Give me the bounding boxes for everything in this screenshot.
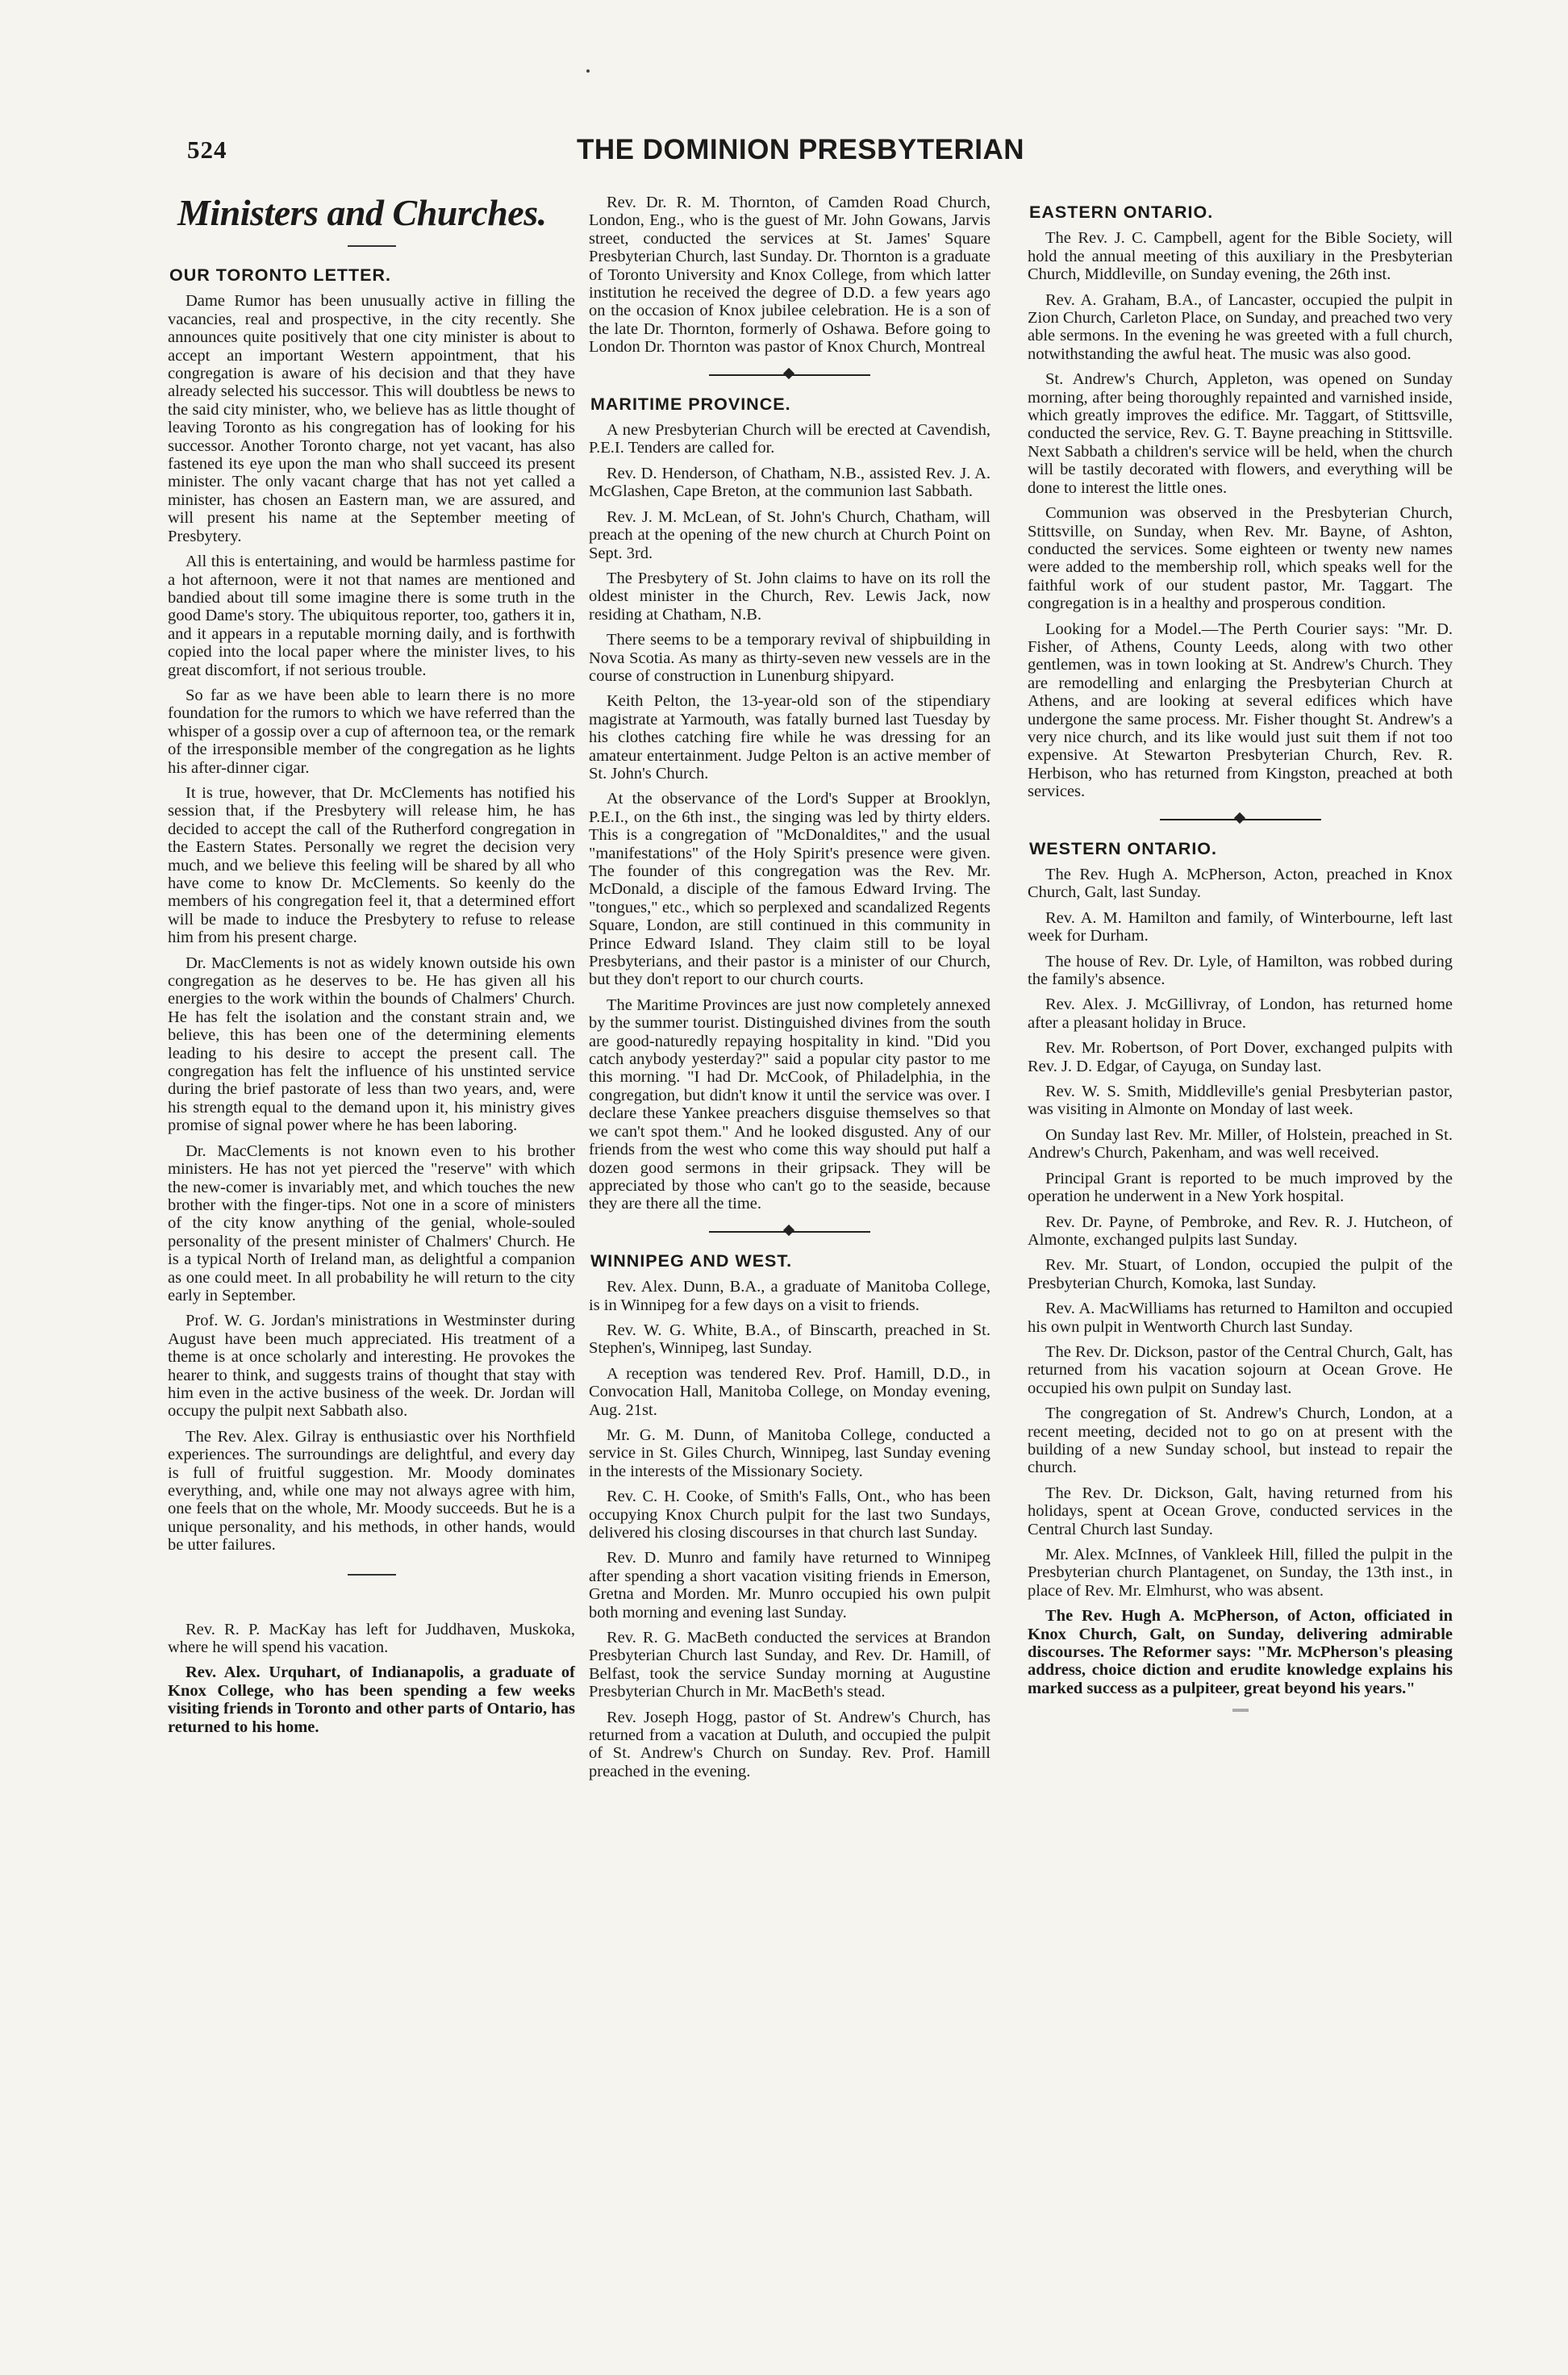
heading-maritime-province: MARITIME PROVINCE. (590, 394, 791, 414)
masthead: THE DOMINION PRESBYTERIAN (577, 134, 1025, 165)
news-item: Rev. Mr. Stuart, of London, occupied the pulpit of the Presbyterian Church, Komoka, last Sunday. (1028, 1256, 1453, 1292)
news-item: A new Presbyterian Church will be erected at Cavendish, P.E.I. Tenders are called for. (589, 421, 990, 457)
heading-winnipeg-and-west: WINNIPEG AND WEST. (590, 1250, 793, 1271)
news-item: Principal Grant is reported to be much improved by the operation he underwent in a New York hospital. (1028, 1169, 1453, 1206)
news-item: Mr. Alex. McInnes, of Vankleek Hill, filled the pulpit in the Presbyterian church Plantagenet, on Sunday, the 13th inst., in place of Rev. Mr. Elmhurst, who was absent. (1028, 1546, 1453, 1600)
news-item: The Rev. Dr. Dickson, pastor of the Central Church, Galt, has returned from his vacation sojourn at Ocean Grove. He occupied his own pulpit on Sunday last. (1028, 1342, 1453, 1397)
news-item: At the observance of the Lord's Supper at Brooklyn, P.E.I., on the 6th inst., the singing was led by thirty elders. This is a congregation of "McDonaldites," and the usual "manifestations" of the Holy Spirit's presence were given. The founder of this congregation was the Rev. Mr. McDonald, a disciple of the famous Edward Irving. The "tongues," etc., which so perplexed and scandalized Regents Square, London, are still continued in this community in Prince Edward Island. They claim still to be loyal Presbyterians, and their pastor is a minister of our Church, but they don't report to our church courts. (589, 790, 990, 989)
news-item: On Sunday last Rev. Mr. Miller, of Holstein, preached in St. Andrew's Church, Pakenham, and was well received. (1028, 1125, 1453, 1162)
article-paragraph: Dr. MacClements is not known even to his brother ministers. He has not yet pierced the "reserve" with which the new-comer is invariably met, and which touches the new brother with the finger-tips. Not one in a score of ministers of the city know anything of the genial, whole-souled personality of the present minister of Chalmers' Church. He is a typical North of Ireland man, as delightful a companion as one could meet. In all probability he will return to the city early in September. (168, 1142, 575, 1304)
article-paragraph: The Rev. Alex. Gilray is enthusiastic over his Northfield experiences. The surroundings are delightful, and every day is full of fruitful suggestion. Mr. Moody dominates everything, and, while one may not always agree with him, one feels that on the whole, Mr. Moody succeeds. But he is a unique personality, and his methods, in other hands, would be utter failures. (168, 1427, 575, 1555)
column-2 (589, 194, 990, 1788)
news-item: Rev. J. M. McLean, of St. John's Church, Chatham, will preach at the opening of the new church at Church Point on Sept. 3rd. (589, 507, 990, 562)
news-item: The Rev. J. C. Campbell, agent for the Bible Society, will hold the annual meeting of this auxiliary in the Presbyterian Church, Middleville, on Sunday evening, the 26th inst. (1028, 229, 1453, 284)
article-paragraph: Dr. MacClements is not as widely known outside his own congregation as he deserves to be. He has given all his energies to the work within the bounds of Chalmers' Church. He has felt the isolation and the constant strain and, we believe, this has been one of the determining elements leading to his desire to accept the present call. The congregation has felt the influence of his unstinted service during the brief pastorate of less than two years, and, were his strength equal to the demand upon it, his ministry gives promise of signal power where he has been laboring. (168, 954, 575, 1135)
section-title: Ministers and Churches. (177, 192, 547, 233)
news-item: Rev. Joseph Hogg, pastor of St. Andrew's Church, has returned from a vacation at Duluth, and occupied the pulpit of St. Andrew's Church on Sunday. Rev. Prof. Hamill preached in the evening. (589, 1708, 990, 1780)
news-item: There seems to be a temporary revival of shipbuilding in Nova Scotia. As many as thirty-seven new vessels are in the course of construction in Lunenburg shipyard. (589, 631, 990, 685)
news-item: Rev. C. H. Cooke, of Smith's Falls, Ont., who has been occupying Knox Church pulpit for the last two Sundays, delivered his closing discourses in that church last Sunday. (589, 1488, 990, 1542)
news-item: The Rev. Hugh A. McPherson, Acton, preached in Knox Church, Galt, last Sunday. (1028, 866, 1453, 902)
short-rule (348, 1574, 396, 1576)
page-number: 524 (187, 136, 227, 164)
news-item: Rev. A. M. Hamilton and family, of Winterbourne, left last week for Durham. (1028, 908, 1453, 945)
column-1 (168, 190, 575, 1743)
article-paragraph: It is true, however, that Dr. McClements has notified his session that, if the Presbytery will release him, he has decided to accept the call of the Rutherford congregation in the Eastern States. Personally we regret the decision very much, and we believe this feeling will be shared by all who have come to know Dr. McClements. So keenly do the members of his congregation feel it, that a determined effort will be made to induce the Presbytery to refuse to release him from his present charge. (168, 783, 575, 947)
article-paragraph: Dame Rumor has been unusually active in filling the vacancies, real and prospective, in the city recently. She announces quite positively that one city minister is about to accept an important Western appointment, that his congregation is aware of his decision and that they have already selected his successor. This will doubtless be news to the said city minister, who, we believe has as little thought of leaving Toronto as his congregation has of looking for his successor. Another Toronto charge, not yet vacant, has also fastened its eye upon the man who shall succeed its present minister. The only vacant charge that has not yet called a minister, has chosen an Eastern man, we are assured, and will present his name at the September meeting of Presbytery. (168, 292, 575, 545)
news-item: Looking for a Model.—The Perth Courier says: "Mr. D. Fisher, of Athens, County Leeds, along with two other gentlemen, was in town looking at St. Andrew's Church. They are remodelling and enlarging the Presbyterian Church at Athens, and are looking at several edifices which have undergone the same process. Mr. Fisher thought St. Andrew's a very nice church, and its like would just suit them if not too expensive. At Stewarton Presbyterian Church, Rev. R. Herbison, who has returned from Kingston, preached at both services. (1028, 620, 1453, 801)
ornamental-divider (1160, 814, 1321, 825)
news-item: Rev. R. P. MacKay has left for Juddhaven, Muskoka, where he will spend his vacation. (168, 1620, 575, 1657)
news-item: Rev. Dr. R. M. Thornton, of Camden Road Church, London, Eng., who is the guest of Mr. John Gowans, Jarvis street, conducted the services at St. James' Square Presbyterian Church, last Sunday. Dr. Thornton is a graduate of Toronto University and Knox College, from which latter institution he received the degree of D.D. a few years ago on the occasion of Knox jubilee celebration. He is a son of the late Dr. Thornton, formerly of Oshawa. Before going to London Dr. Thornton was pastor of Knox Church, Montreal (589, 194, 990, 357)
news-item: Keith Pelton, the 13-year-old son of the stipendiary magistrate at Yarmouth, was fatally burned last Tuesday by his clothes catching fire while he was dressing for an amateur entertainment. Judge Pelton is an active member of St. John's Church. (589, 692, 990, 783)
news-item: Rev. W. G. White, B.A., of Binscarth, preached in St. Stephen's, Winnipeg, last Sunday. (589, 1321, 990, 1358)
news-item: The Presbytery of St. John claims to have on its roll the oldest minister in the Church, Rev. Lewis Jack, now residing at Chatham, N.B. (589, 569, 990, 624)
news-item: Rev. Alex. J. McGillivray, of London, has returned home after a pleasant holiday in Bruce. (1028, 995, 1453, 1032)
news-item: Rev. Alex. Urquhart, of Indianapolis, a graduate of Knox College, who has been spending a few weeks visiting friends in Toronto and other parts of Ontario, has returned to his home. (168, 1663, 575, 1736)
news-item: Mr. G. M. Dunn, of Manitoba College, conducted a service in St. Giles Church, Winnipeg, last Sunday evening in the interests of the Missionary Society. (589, 1425, 990, 1480)
ornamental-divider (709, 1226, 870, 1238)
news-item: Rev. Mr. Robertson, of Port Dover, exchanged pulpits with Rev. J. D. Edgar, of Cayuga, on Sunday last. (1028, 1039, 1453, 1075)
news-item: Rev. Alex. Dunn, B.A., a graduate of Manitoba College, is in Winnipeg for a few days on a visit to friends. (589, 1278, 990, 1314)
news-item: Rev. R. G. MacBeth conducted the services at Brandon Presbyterian Church last Sunday, and Rev. Dr. Hamill, of Belfast, took the service Sunday morning at Augustine Presbyterian Church in Mr. MacBeth's stead. (589, 1629, 990, 1701)
speck (586, 69, 590, 73)
news-item: The Rev. Dr. Dickson, Galt, having returned from his holidays, spent at Ocean Grove, conducted services in the Central Church last Sunday. (1028, 1484, 1453, 1538)
news-item: The congregation of St. Andrew's Church, London, at a recent meeting, decided not to go on at present with the building of a new Sunday school, but instead to repair the church. (1028, 1405, 1453, 1477)
news-item: Rev. Dr. Payne, of Pembroke, and Rev. R. J. Hutcheon, of Almonte, exchanged pulpits last Sunday. (1028, 1213, 1453, 1249)
end-mark (1232, 1709, 1249, 1712)
heading-western-ontario: WESTERN ONTARIO. (1029, 838, 1217, 858)
news-item: The Rev. Hugh A. McPherson, of Acton, officiated in Knox Church, Galt, on Sunday, delivering admirable discourses. The Reformer says: "Mr. McPherson's pleasing address, choice diction and erudite knowledge explains his marked success as a pulpiteer, great beyond his years." (1028, 1607, 1453, 1697)
news-item: St. Andrew's Church, Appleton, was opened on Sunday morning, after being thoroughly repainted and varnished inside, which greatly improves the edifice. Mr. Taggart, of Stittsville, conducted the service, Rev. G. T. Bayne preaching in Stittsville. Next Sabbath a children's service will be held, when the church will be tastily decorated with flowers, and everything will be done to interest the little ones. (1028, 370, 1453, 497)
ornamental-divider (709, 369, 870, 381)
column-3 (1028, 194, 1453, 1712)
article-paragraph: Prof. W. G. Jordan's ministrations in Westminster during August have been much appreciated. His treatment of a theme is at once scholarly and interesting. He provokes the hearer to think, and suggests trains of thought that stay with him even in the active business of the week. Dr. Jordan will occupy the pulpit next Sabbath also. (168, 1312, 575, 1421)
news-item: Rev. D. Henderson, of Chatham, N.B., assisted Rev. J. A. McGlashen, Cape Breton, at the communion last Sabbath. (589, 464, 990, 501)
news-item: Rev. W. S. Smith, Middleville's genial Presbyterian pastor, was visiting in Almonte on Monday of last week. (1028, 1083, 1453, 1119)
news-item: The Maritime Provinces are just now completely annexed by the summer tourist. Distinguished divines from the south are good-naturedly repaying hospitality in kind. "Did you catch anybody yesterday?" said a popular city pastor to me this morning. "I had Dr. McCook, of Philadelphia, in the congregation, but didn't know it until the service was over. I declare these Yankee preachers disguise themselves so that we can't spot them." And he looked disgusted. Any of our friends from the west who come this way should put half a dozen good sermons in their gripsack. They will be appreciated by those who can't go to the seaside, because they are there all the time. (589, 995, 990, 1213)
heading-toronto-letter: OUR TORONTO LETTER. (169, 265, 392, 285)
article-paragraph: So far as we have been able to learn there is no more foundation for the rumors to which we have referred than the whisper of a gossip over a cup of afternoon tea, or the remark of the irresponsible member of the congregation as he lights his after-dinner cigar. (168, 686, 575, 777)
heading-eastern-ontario: EASTERN ONTARIO. (1029, 202, 1214, 222)
news-item: The house of Rev. Dr. Lyle, of Hamilton, was robbed during the family's absence. (1028, 952, 1453, 989)
news-item: A reception was tendered Rev. Prof. Hamill, D.D., in Convocation Hall, Manitoba College, on Monday evening, Aug. 21st. (589, 1364, 990, 1419)
short-rule (348, 245, 396, 247)
news-item: Communion was observed in the Presbyterian Church, Stittsville, on Sunday, when Rev. Mr. Bayne, of Ashton, conducted the services. Some eighteen or twenty new names were added to the membership roll, which speaks well for the faithful work of our student pastor, Mr. Taggart. The congregation is in a healthy and prosperous condition. (1028, 504, 1453, 613)
news-item: Rev. A. Graham, B.A., of Lancaster, occupied the pulpit in Zion Church, Carleton Place, on Sunday, and preached two very able sermons. In the evening he was greeted with a full church, notwithstanding the awful heat. The music was also good. (1028, 290, 1453, 363)
news-item: Rev. D. Munro and family have returned to Winnipeg after spending a short vacation visiting friends in Emerson, Gretna and Morden. Mr. Munro occupied his own pulpit both morning and evening last Sunday. (589, 1549, 990, 1622)
article-paragraph: All this is entertaining, and would be harmless pastime for a hot afternoon, were it not that names are mentioned and bandied about till some imagine there is some truth in the good Dame's story. The ubiquitous reporter, too, gathers it in, and it appears in a reputable morning daily, and is forthwith copied into the local paper where the minister lives, to his great discomfort, if not serious trouble. (168, 553, 575, 679)
news-item: Rev. A. MacWilliams has returned to Hamilton and occupied his own pulpit in Wentworth Church last Sunday. (1028, 1300, 1453, 1336)
